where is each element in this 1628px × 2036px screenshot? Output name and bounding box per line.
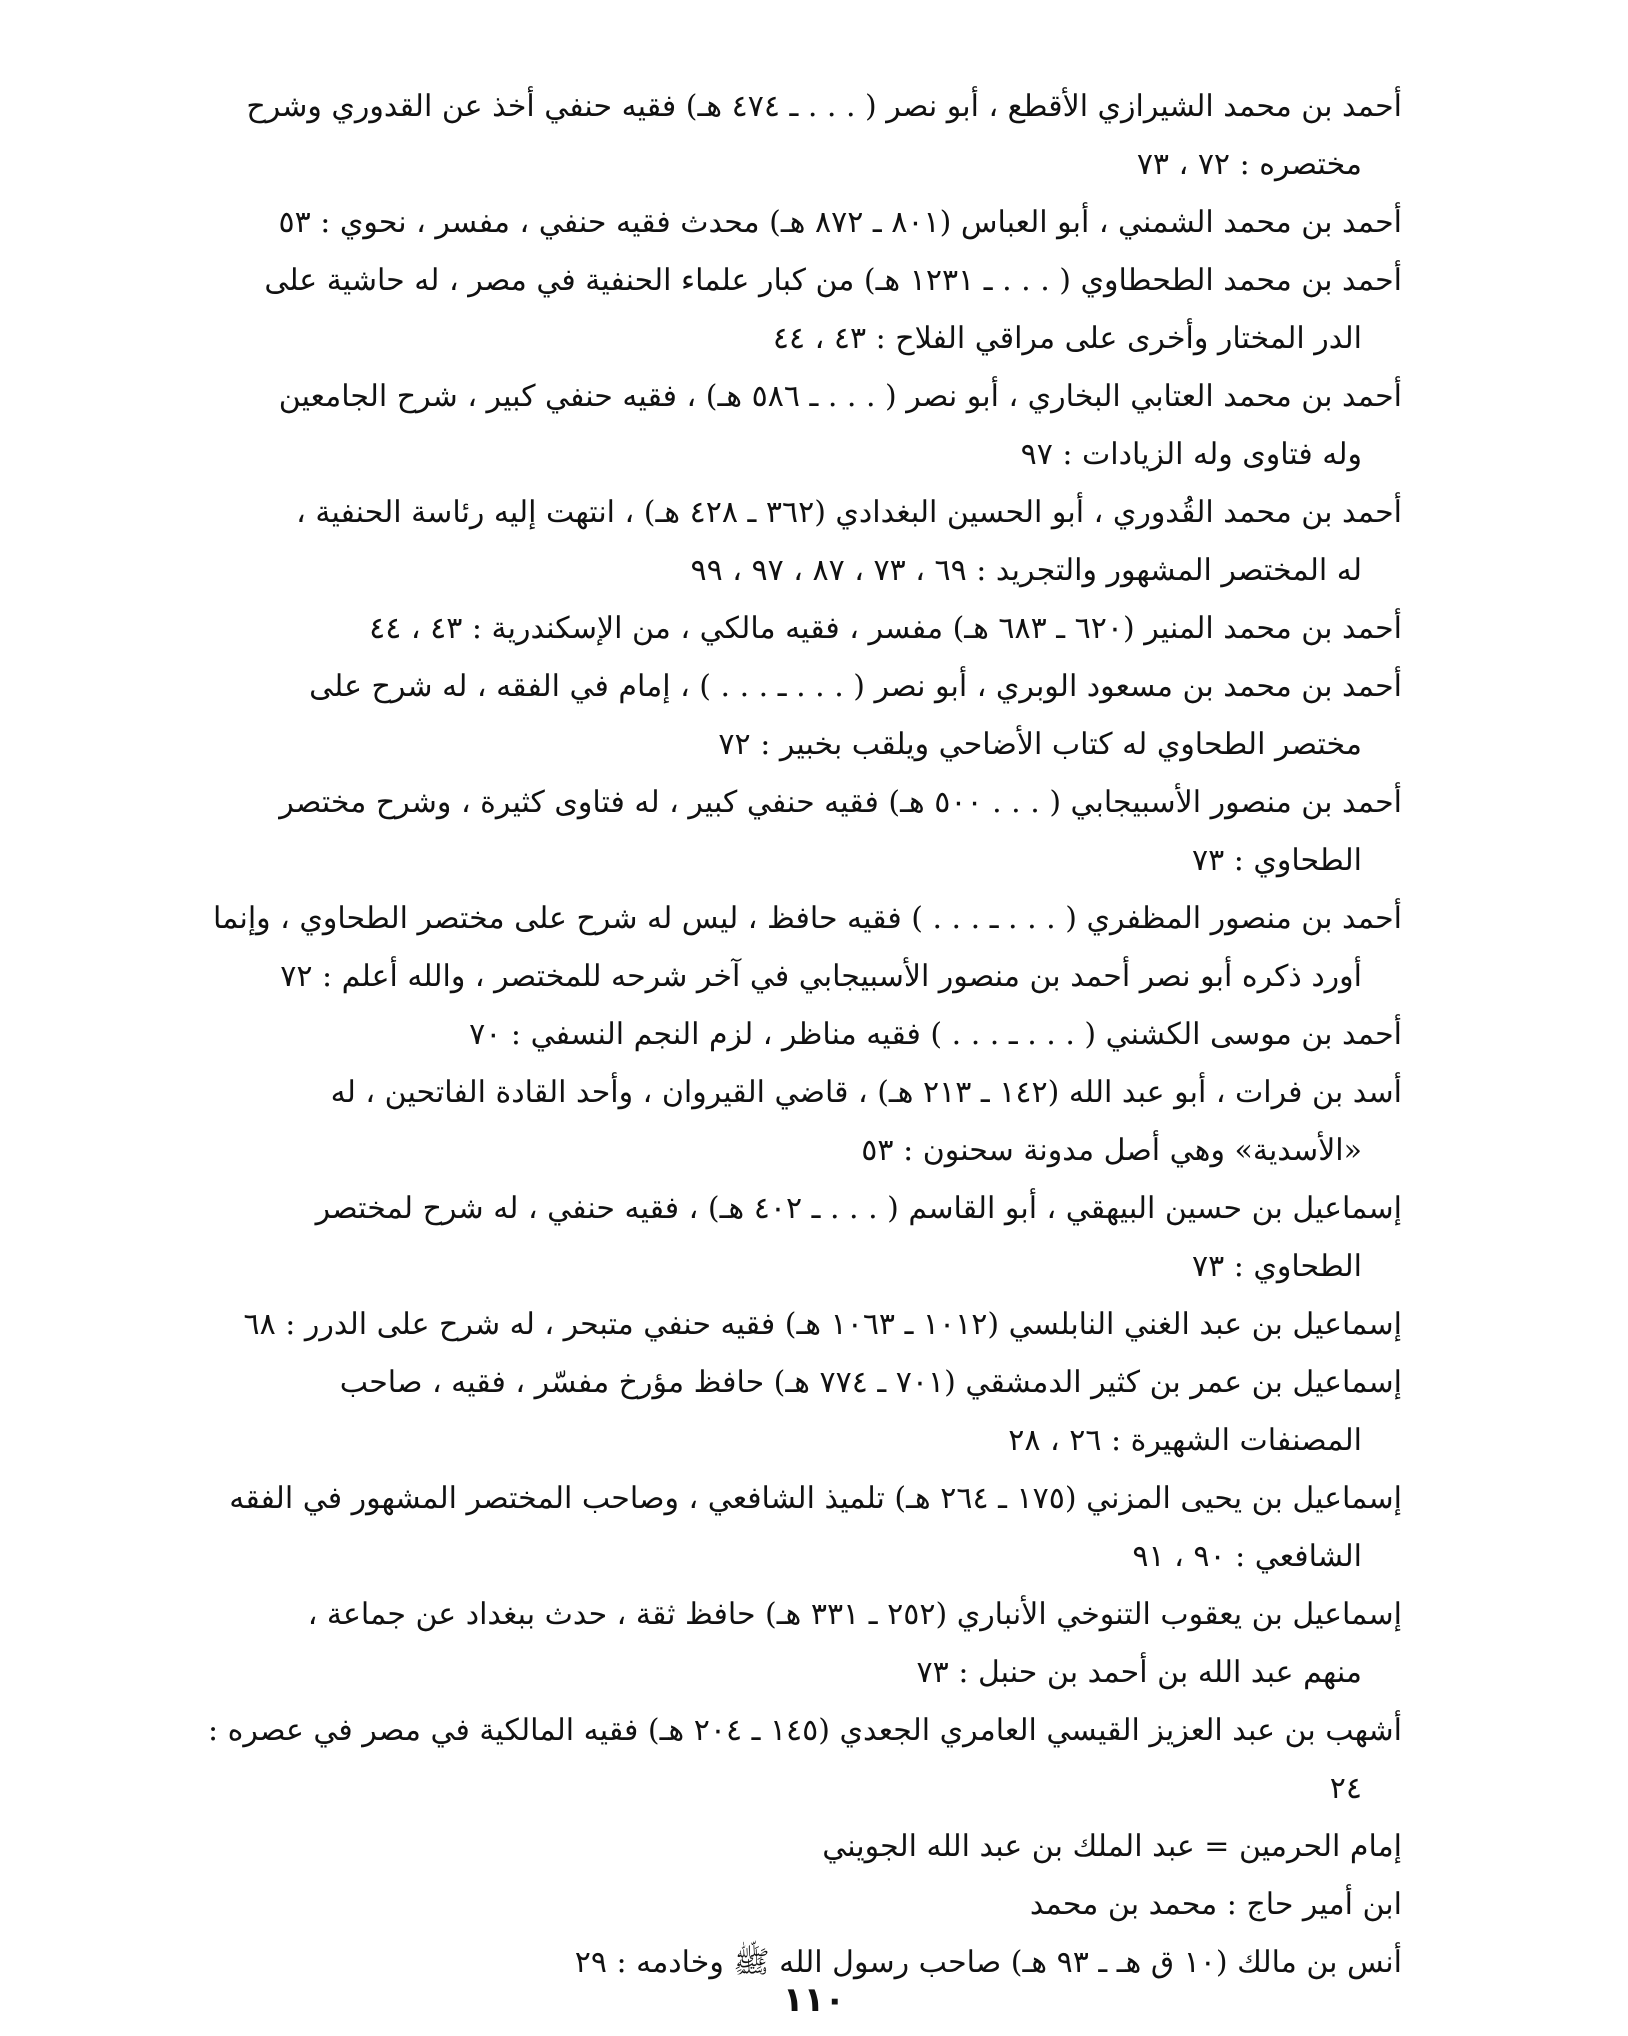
index-entry-asad-furat (182, 1064, 1402, 1180)
entry-line: إسماعيل بن عبد الغني النابلسي (١٠١٢ ـ ١٠٦٣ هـ) فقيه حنفي متبحر ، له شرح على الدرر : ٦٨ (243, 1307, 1402, 1342)
entry-continuation-line: ٢٤ (1329, 1771, 1362, 1806)
entry-line: أحمد بن محمد القُدوري ، أبو الحسين البغدادي (٣٦٢ ـ ٤٢٨ هـ) ، انتهت إليه رئاسة الحنفية ، (296, 495, 1402, 530)
entry-line: إسماعيل بن يعقوب التنوخي الأنباري (٢٥٢ ـ ٣٣١ هـ) حافظ ثقة ، حدث ببغداد عن جماعة ، (307, 1597, 1402, 1632)
index-entry-ahmad-attabi (182, 368, 1402, 484)
index-entry-ahmad-wabari (182, 658, 1402, 774)
entry-line: أحمد بن منصور الأسبيجابي ( . . . ٥٠٠ هـ) فقيه حنفي كبير ، له فتاوى كثيرة ، وشرح مختصر (279, 785, 1402, 820)
page-number: ١١٠ (782, 1980, 846, 2020)
entry-continuation-line: منهم عبد الله بن أحمد بن حنبل : ٧٣ (916, 1655, 1362, 1690)
entry-continuation-line: الدر المختار وأخرى على مراقي الفلاح : ٤٣ ، ٤٤ (772, 321, 1362, 356)
entry-continuation-line: المصنفات الشهيرة : ٢٦ ، ٢٨ (1008, 1423, 1362, 1458)
entry-line: إسماعيل بن حسين البيهقي ، أبو القاسم ( . . . ـ ٤٠٢ هـ) ، فقيه حنفي ، له شرح لمختصر (315, 1191, 1402, 1226)
entry-line: أشهب بن عبد العزيز القيسي العامري الجعدي (١٤٥ ـ ٢٠٤ هـ) فقيه المالكية في مصر في عصره : (208, 1713, 1402, 1748)
index-entry-ibn-amir-hajj (182, 1876, 1402, 1934)
index-entry-ahmad-quduri (182, 484, 1402, 600)
entry-line: أحمد بن محمد الشمني ، أبو العباس (٨٠١ ـ ٨٧٢ هـ) محدث فقيه حنفي ، مفسر ، نحوي : ٥٣ (278, 205, 1402, 240)
index-entry-ahmad-munir (182, 600, 1402, 658)
entry-line: أحمد بن محمد الشيرازي الأقطع ، أبو نصر ( . . . ـ ٤٧٤ هـ) فقيه حنفي أخذ عن القدوري وشرح (246, 89, 1402, 124)
index-entry-ahmad-shumunni (182, 194, 1402, 252)
entry-line: أنس بن مالك (١٠ ق هـ ـ ٩٣ هـ) صاحب رسول الله ﷺ وخادمه : ٢٩ (574, 1945, 1402, 1980)
index-entry-ahmad-tahtawi (182, 252, 1402, 368)
index-entry-ismail-tanukhi (182, 1586, 1402, 1702)
entry-line: إسماعيل بن عمر بن كثير الدمشقي (٧٠١ ـ ٧٧٤ هـ) حافظ مؤرخ مفسّر ، فقيه ، صاحب (339, 1365, 1402, 1400)
index-entry-ahmad-kashni (182, 1006, 1402, 1064)
entry-continuation-line: أورد ذكره أبو نصر أحمد بن منصور الأسبيجابي في آخر شرحه للمختصر ، والله أعلم : ٧٢ (280, 959, 1362, 994)
entry-line: أحمد بن محمد بن مسعود الوبري ، أبو نصر ( . . . ـ . . . ) ، إمام في الفقه ، له شرح على (309, 669, 1402, 704)
index-page (182, 78, 1402, 1992)
entry-continuation-line: الطحاوي : ٧٣ (1192, 843, 1362, 878)
index-entry-imam-haramayn (182, 1818, 1402, 1876)
index-entry-ismail-muzani (182, 1470, 1402, 1586)
index-entry-ismail-bayhaqi (182, 1180, 1402, 1296)
entry-continuation-line: «الأسدية» وهي أصل مدونة سحنون : ٥٣ (861, 1133, 1362, 1168)
entry-line: ابن أمير حاج : محمد بن محمد (1029, 1887, 1402, 1922)
index-entry-ahmad-shirazi (182, 78, 1402, 194)
entry-line: أحمد بن محمد العتابي البخاري ، أبو نصر ( . . . ـ ٥٨٦ هـ) ، فقيه حنفي كبير ، شرح الجامعين (278, 379, 1402, 414)
entry-line: أحمد بن محمد الطحطاوي ( . . . ـ ١٢٣١ هـ) من كبار علماء الحنفية في مصر ، له حاشية على (264, 263, 1402, 298)
entry-line: أحمد بن منصور المظفري ( . . . ـ . . . ) فقيه حافظ ، ليس له شرح على مختصر الطحاوي ، وإنما (212, 901, 1402, 936)
entry-line: أحمد بن موسى الكشني ( . . . ـ . . . ) فقيه مناظر ، لزم النجم النسفي : ٧٠ (469, 1017, 1402, 1052)
index-entry-ismail-ibn-kathir (182, 1354, 1402, 1470)
index-entry-ahmad-asbijabi (182, 774, 1402, 890)
index-entry-ismail-nabulsi (182, 1296, 1402, 1354)
entry-line: أحمد بن محمد المنير (٦٢٠ ـ ٦٨٣ هـ) مفسر ، فقيه مالكي ، من الإسكندرية : ٤٣ ، ٤٤ (369, 611, 1402, 646)
index-entry-ahmad-muzaffari (182, 890, 1402, 1006)
entry-continuation-line: مختصر الطحاوي له كتاب الأضاحي ويلقب بخبير : ٧٢ (718, 727, 1362, 762)
entry-continuation-line: وله فتاوى وله الزيادات : ٩٧ (1020, 437, 1362, 472)
entry-continuation-line: الشافعي : ٩٠ ، ٩١ (1132, 1539, 1362, 1574)
entry-line: إسماعيل بن يحيى المزني (١٧٥ ـ ٢٦٤ هـ) تلميذ الشافعي ، وصاحب المختصر المشهور في الفقه (229, 1481, 1402, 1516)
entry-continuation-line: مختصره : ٧٢ ، ٧٣ (1136, 147, 1362, 182)
entry-continuation-line: الطحاوي : ٧٣ (1192, 1249, 1362, 1284)
entry-line: أسد بن فرات ، أبو عبد الله (١٤٢ ـ ٢١٣ هـ) ، قاضي القيروان ، وأحد القادة الفاتحين ، له (330, 1075, 1402, 1110)
entry-line: إمام الحرمين = عبد الملك بن عبد الله الجويني (822, 1829, 1402, 1864)
index-entry-ashhab (182, 1702, 1402, 1818)
entry-continuation-line: له المختصر المشهور والتجريد : ٦٩ ، ٧٣ ، ٨٧ ، ٩٧ ، ٩٩ (690, 553, 1362, 588)
